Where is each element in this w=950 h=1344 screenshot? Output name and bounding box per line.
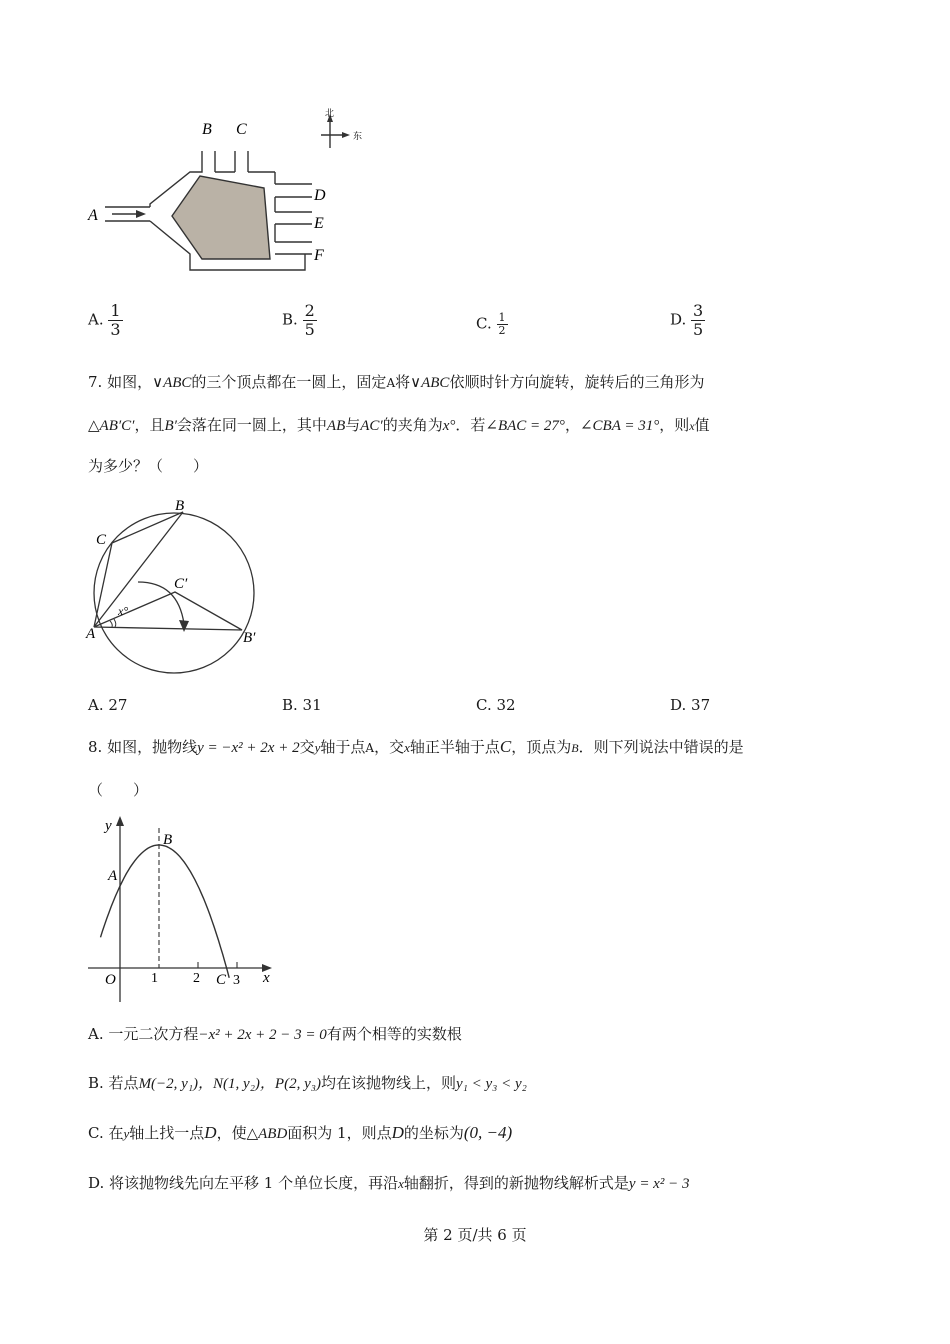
text: ，则 bbox=[659, 416, 690, 434]
text: 将 bbox=[395, 373, 411, 391]
tick-label-2: 2 bbox=[193, 971, 200, 986]
q8-option-c[interactable] bbox=[88, 1123, 512, 1144]
text: 的夹角为 bbox=[382, 416, 443, 434]
parabola-graph bbox=[80, 812, 280, 1007]
label-b: B bbox=[202, 121, 212, 138]
option-label: D. bbox=[670, 310, 687, 329]
math: AB bbox=[326, 418, 346, 434]
math: x bbox=[689, 419, 695, 433]
text: ，且 bbox=[134, 416, 165, 434]
arrow-head-icon bbox=[136, 210, 146, 218]
math: AC′ bbox=[360, 418, 383, 434]
text: 的坐标为 bbox=[403, 1124, 464, 1142]
denominator: 2 bbox=[498, 324, 506, 337]
math: C bbox=[499, 737, 512, 756]
numerator: 2 bbox=[304, 301, 315, 320]
q8-line-2: （ ） bbox=[88, 781, 149, 799]
label-c: C bbox=[96, 532, 107, 548]
road-map-figure bbox=[80, 104, 380, 274]
label-b-prime: B′ bbox=[243, 630, 256, 646]
math: (0, −4) bbox=[463, 1123, 513, 1142]
math: y₁ < y₃ < y₂ bbox=[455, 1076, 527, 1092]
text: 值 bbox=[694, 416, 710, 434]
text: ．若 bbox=[455, 416, 486, 434]
text: 的三个顶点都在一圆上，固定 bbox=[191, 373, 387, 391]
label-a: A bbox=[88, 207, 98, 224]
label-y: y bbox=[105, 818, 112, 834]
angle-mark bbox=[114, 619, 116, 627]
tick-label-3: 3 bbox=[233, 973, 240, 988]
compass-arrow-icon bbox=[342, 132, 350, 138]
q6-option-c[interactable] bbox=[476, 312, 508, 337]
math: A bbox=[365, 741, 375, 755]
label-o: O bbox=[105, 972, 116, 988]
triangle-abc bbox=[94, 512, 183, 627]
q8-option-b[interactable] bbox=[88, 1073, 527, 1094]
fraction bbox=[303, 302, 317, 339]
compass-north: 北 bbox=[325, 108, 335, 118]
angle-mark bbox=[110, 621, 112, 627]
label-a: A bbox=[108, 868, 118, 884]
text: ．则下列说法中错误的是 bbox=[578, 738, 744, 756]
math: ∠CBA = 31° bbox=[579, 418, 660, 434]
fraction bbox=[108, 302, 122, 339]
q8-option-d[interactable] bbox=[88, 1173, 689, 1194]
math: D bbox=[204, 1123, 217, 1142]
math: B′ bbox=[164, 418, 177, 434]
q8-line-1 bbox=[88, 737, 744, 758]
label-x: x bbox=[263, 970, 270, 986]
text: 交 bbox=[299, 738, 315, 756]
question-number: 8. bbox=[88, 738, 103, 756]
compass-east: 东 bbox=[353, 131, 363, 141]
q8-option-a[interactable] bbox=[88, 1024, 462, 1045]
q7-line-2 bbox=[88, 415, 710, 436]
label-a: A bbox=[86, 626, 96, 642]
text: 如图， bbox=[107, 373, 153, 391]
math: ∨ABC bbox=[152, 375, 192, 391]
label-x-angle: x° bbox=[118, 604, 129, 618]
option-label: A. bbox=[88, 310, 104, 329]
q7-line-3: 为多少？（ ） bbox=[88, 457, 209, 475]
label-c: C bbox=[216, 972, 227, 988]
rotation-arrow-icon bbox=[179, 620, 189, 632]
math: −x² + 2x + 2 − 3 = 0 bbox=[198, 1027, 327, 1043]
math: M(−2, y₁)，N(1, y₂)，P(2, y₃) bbox=[138, 1076, 321, 1092]
label-e: E bbox=[314, 215, 324, 232]
question-number: 7. bbox=[88, 373, 103, 391]
text: C. 在 bbox=[88, 1124, 124, 1142]
label-c: C bbox=[236, 121, 247, 138]
text: 有两个相等的实数根 bbox=[326, 1025, 462, 1043]
math: ∠BAC = 27° bbox=[485, 418, 565, 434]
q7-option-a[interactable]: A. 27 bbox=[88, 696, 128, 714]
label-c-prime: C′ bbox=[174, 576, 188, 592]
math: △ABD bbox=[246, 1126, 288, 1142]
text: B. 若点 bbox=[88, 1074, 139, 1092]
text: ，交 bbox=[374, 738, 405, 756]
denominator: 5 bbox=[304, 320, 315, 339]
option-label: B. bbox=[282, 310, 298, 329]
page-footer: 第 2 页/共 6 页 bbox=[423, 1226, 527, 1244]
math: D bbox=[391, 1123, 404, 1142]
q6-option-a[interactable] bbox=[88, 302, 123, 339]
math: y = x² − 3 bbox=[628, 1176, 690, 1192]
math: y bbox=[314, 740, 321, 755]
fraction bbox=[497, 312, 508, 337]
denominator: 5 bbox=[693, 320, 704, 339]
label-b: B bbox=[175, 498, 185, 514]
text: 面积为 1，则点 bbox=[287, 1124, 392, 1142]
q7-option-b[interactable]: B. 31 bbox=[282, 696, 322, 714]
text: 轴正半轴于点 bbox=[409, 738, 500, 756]
text: 均在该抛物线上，则 bbox=[320, 1074, 456, 1092]
q7-line-1 bbox=[88, 372, 704, 393]
fraction bbox=[691, 302, 705, 339]
math: B bbox=[571, 741, 579, 755]
label-f: F bbox=[314, 247, 324, 264]
numerator: 1 bbox=[498, 311, 506, 324]
denominator: 3 bbox=[110, 320, 121, 339]
text: 轴于点 bbox=[320, 738, 366, 756]
math: x° bbox=[442, 418, 456, 434]
math: y bbox=[123, 1126, 130, 1141]
math: △AB′C′ bbox=[88, 418, 135, 434]
shaded-region bbox=[172, 176, 270, 259]
text: D. 将该抛物线先向左平移 1 个单位长度，再沿 bbox=[88, 1174, 399, 1192]
text: ，使 bbox=[216, 1124, 247, 1142]
q6-option-d[interactable] bbox=[670, 302, 705, 339]
label-b: B bbox=[163, 832, 173, 848]
text: 如图，抛物线 bbox=[107, 738, 198, 756]
q7-option-d[interactable]: D. 37 bbox=[670, 696, 711, 714]
label-d: D bbox=[314, 187, 326, 204]
text: 会落在同一圆上，其中 bbox=[176, 416, 327, 434]
y-axis-arrow-icon bbox=[116, 816, 124, 826]
math: x bbox=[398, 1176, 404, 1191]
text: ， bbox=[564, 416, 580, 434]
text: 轴翻折，得到的新抛物线解析式是 bbox=[403, 1174, 629, 1192]
math: ∨ABC bbox=[410, 375, 450, 391]
text: 轴上找一点 bbox=[129, 1124, 205, 1142]
tick-label-1: 1 bbox=[151, 971, 158, 986]
q6-option-b[interactable] bbox=[282, 302, 317, 339]
text: ，顶点为 bbox=[511, 738, 572, 756]
text: A. 一元二次方程 bbox=[88, 1025, 199, 1043]
math: y = −x² + 2x + 2 bbox=[197, 740, 300, 756]
q7-option-c[interactable]: C. 32 bbox=[476, 696, 516, 714]
circle-rotation-figure bbox=[80, 490, 280, 680]
math: x bbox=[404, 740, 410, 755]
option-label: C. bbox=[476, 314, 492, 333]
text: 依顺时针方向旋转，旋转后的三角形为 bbox=[449, 373, 705, 391]
numerator: 3 bbox=[693, 301, 704, 320]
text: 与 bbox=[345, 416, 361, 434]
numerator: 1 bbox=[110, 301, 121, 320]
math: A bbox=[386, 376, 396, 390]
